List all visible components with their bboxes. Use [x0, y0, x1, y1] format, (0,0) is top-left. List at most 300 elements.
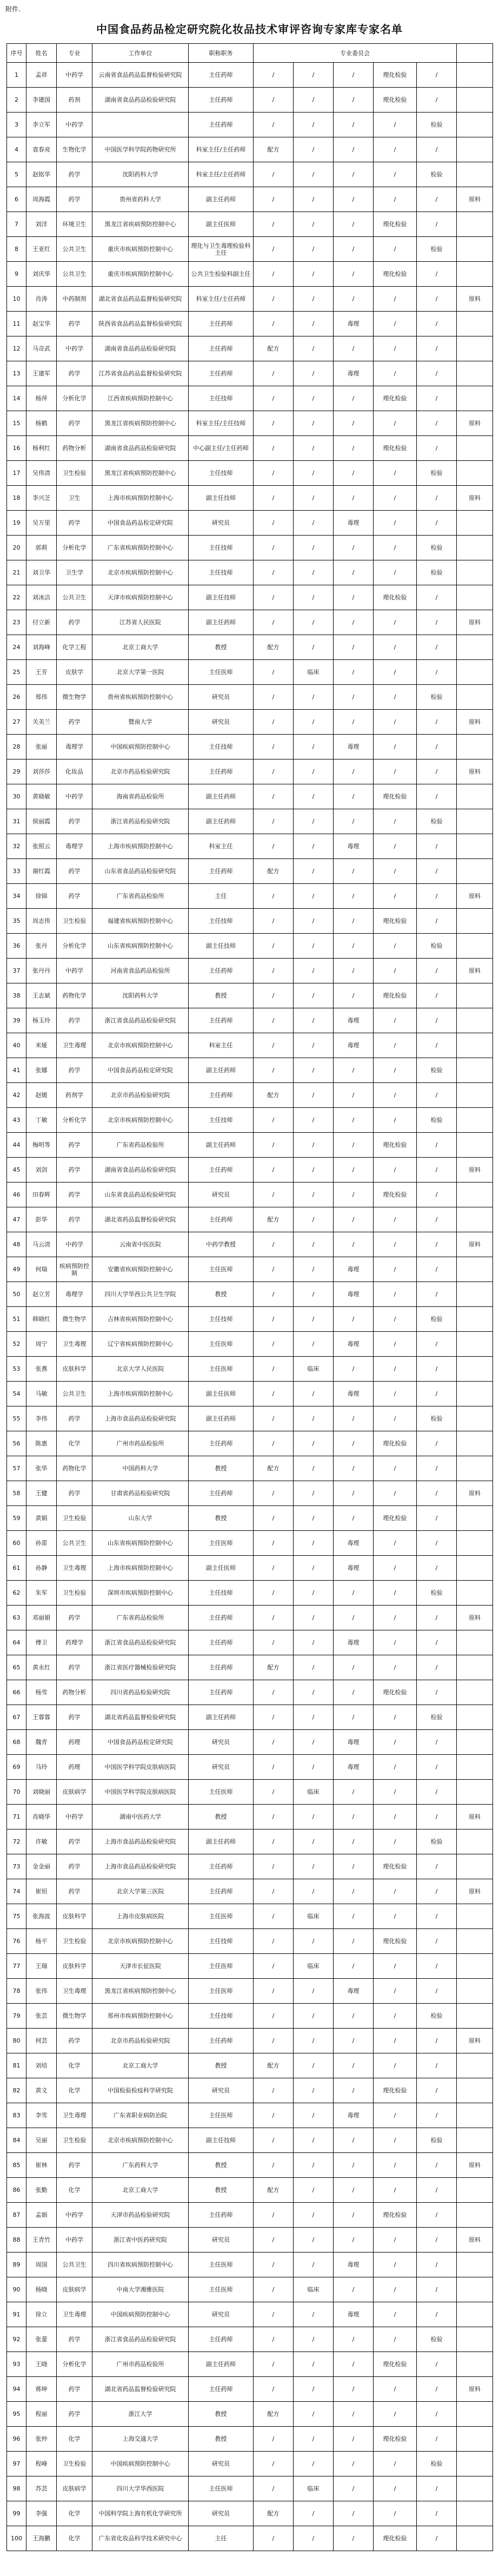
- cell-clinical: /: [294, 88, 334, 113]
- cell-major: 公共卫生: [57, 237, 92, 262]
- cell-formula: 配方: [254, 2053, 294, 2078]
- table-row: [7, 710, 493, 735]
- cell-toxicology: /: [334, 1058, 374, 1083]
- table-row: [7, 2253, 493, 2277]
- cell-clinical: /: [294, 983, 334, 1008]
- table-row: [7, 983, 493, 1008]
- cell-major: 皮肤科学: [57, 1357, 92, 1382]
- cell-no: 8: [7, 237, 26, 262]
- cell-name: 刘剑: [26, 1158, 57, 1183]
- cell-major: 卫生检验: [57, 2452, 92, 2476]
- cell-inspection: 检验: [417, 237, 457, 262]
- cell-clinical: 临床: [294, 1357, 334, 1382]
- cell-org: 上海市疾病预防控制中心: [92, 1556, 189, 1581]
- cell-formula: /: [254, 312, 294, 336]
- cell-clinical: /: [294, 934, 334, 959]
- cell-major: 公共卫生: [57, 2253, 92, 2277]
- cell-major: 微生物学: [57, 685, 92, 710]
- cell-material: [457, 809, 493, 834]
- cell-clinical: /: [294, 312, 334, 336]
- cell-major: 药学: [57, 884, 92, 909]
- cell-physchem: /: [374, 336, 417, 361]
- cell-clinical: /: [294, 361, 334, 386]
- cell-clinical: /: [294, 2103, 334, 2128]
- cell-toxicology: 毒理: [334, 1556, 374, 1581]
- cell-formula: /: [254, 63, 294, 88]
- cell-formula: /: [254, 1406, 294, 1431]
- cell-inspection: /: [417, 262, 457, 287]
- cell-no: 17: [7, 461, 26, 486]
- table-row: [7, 63, 493, 88]
- table-row: [7, 1207, 493, 1232]
- cell-no: 70: [7, 1780, 26, 1805]
- cell-org: 湖北省药品监督检验研究院: [92, 2377, 189, 2402]
- cell-major: 卫生: [57, 486, 92, 511]
- cell-title: 主任药师: [189, 336, 254, 361]
- cell-major: 药学: [57, 361, 92, 386]
- cell-inspection: /: [417, 336, 457, 361]
- cell-formula: /: [254, 88, 294, 113]
- cell-major: 中药学: [57, 1232, 92, 1257]
- cell-clinical: /: [294, 1456, 334, 1481]
- cell-physchem: /: [374, 959, 417, 983]
- cell-physchem: /: [374, 2228, 417, 2253]
- cell-title: 教授: [189, 2053, 254, 2078]
- table-row: [7, 1829, 493, 1854]
- cell-toxicology: /: [334, 1357, 374, 1382]
- cell-clinical: /: [294, 2352, 334, 2377]
- cell-formula: /: [254, 287, 294, 312]
- table-row: [7, 2103, 493, 2128]
- cell-org: 浙江省药品检验研究院: [92, 809, 189, 834]
- cell-name: 丁敏: [26, 1108, 57, 1133]
- cell-physchem: /: [374, 1307, 417, 1332]
- cell-formula: /: [254, 2253, 294, 2277]
- cell-formula: /: [254, 2427, 294, 2452]
- cell-clinical: /: [294, 187, 334, 212]
- cell-toxicology: /: [334, 1406, 374, 1431]
- cell-clinical: /: [294, 2178, 334, 2203]
- table-row: [7, 1854, 493, 1879]
- cell-no: 59: [7, 1506, 26, 1531]
- cell-formula: /: [254, 1332, 294, 1357]
- cell-title: 教授: [189, 2153, 254, 2178]
- cell-formula: /: [254, 1829, 294, 1854]
- cell-major: 公共卫生: [57, 262, 92, 287]
- cell-material: [457, 2078, 493, 2103]
- cell-org: 湖南省食品药品检验研究院: [92, 88, 189, 113]
- cell-inspection: /: [417, 361, 457, 386]
- cell-clinical: /: [294, 784, 334, 809]
- cell-inspection: /: [417, 511, 457, 536]
- cell-clinical: /: [294, 2203, 334, 2228]
- cell-formula: 配方: [254, 2402, 294, 2427]
- cell-inspection: /: [417, 212, 457, 237]
- cell-material: [457, 1979, 493, 2004]
- cell-toxicology: /: [334, 187, 374, 212]
- cell-name: 张华: [26, 1456, 57, 1481]
- cell-org: 北京市疾病预防控制中心: [92, 2128, 189, 2153]
- cell-physchem: /: [374, 1282, 417, 1307]
- cell-clinical: /: [294, 1506, 334, 1531]
- cell-toxicology: /: [334, 1805, 374, 1829]
- cell-major: 卫生毒理: [57, 1556, 92, 1581]
- cell-title: 主任技师: [189, 1108, 254, 1133]
- cell-no: 20: [7, 536, 26, 560]
- cell-physchem: /: [374, 137, 417, 162]
- cell-name: 张丹: [26, 934, 57, 959]
- cell-no: 81: [7, 2053, 26, 2078]
- cell-org: 广东省疾病预防控制中心: [92, 536, 189, 560]
- cell-material: [457, 1854, 493, 1879]
- cell-no: 51: [7, 1307, 26, 1332]
- cell-toxicology: 毒理: [334, 511, 374, 536]
- cell-org: 中国医学科学院皮肤病医院: [92, 1780, 189, 1805]
- cell-material: [457, 262, 493, 287]
- cell-major: 药物分析: [57, 1680, 92, 1705]
- cell-no: 74: [7, 1879, 26, 1904]
- cell-no: 90: [7, 2277, 26, 2302]
- cell-name: 吴伟清: [26, 461, 57, 486]
- cell-inspection: /: [417, 1257, 457, 1282]
- cell-name: 孟祥: [26, 63, 57, 88]
- cell-physchem: /: [374, 2452, 417, 2476]
- cell-clinical: /: [294, 1282, 334, 1307]
- table-row: [7, 336, 493, 361]
- cell-material: [457, 1954, 493, 1979]
- cell-formula: /: [254, 1481, 294, 1506]
- cell-physchem: /: [374, 735, 417, 759]
- cell-org: 中国疾病预防控制中心: [92, 2302, 189, 2327]
- cell-major: 卫生毒理: [57, 1033, 92, 1058]
- cell-name: 金金丽: [26, 1854, 57, 1879]
- cell-no: 23: [7, 610, 26, 635]
- cell-formula: /: [254, 1879, 294, 1904]
- cell-name: 张丹丹: [26, 959, 57, 983]
- cell-inspection: 检验: [417, 2327, 457, 2352]
- cell-clinical: /: [294, 1829, 334, 1854]
- cell-org: 中国疾病预防控制中心: [92, 735, 189, 759]
- cell-title: 教授: [189, 1456, 254, 1481]
- cell-physchem: /: [374, 1630, 417, 1655]
- table-row: [7, 2452, 493, 2476]
- cell-material: [457, 1730, 493, 1755]
- cell-clinical: /: [294, 1108, 334, 1133]
- cell-formula: /: [254, 1630, 294, 1655]
- cell-formula: /: [254, 1531, 294, 1556]
- cell-no: 7: [7, 212, 26, 237]
- cell-name: 吴丽: [26, 2128, 57, 2153]
- cell-org: 河南省食品药品检验所: [92, 959, 189, 983]
- cell-major: 卫生毒理: [57, 1332, 92, 1357]
- cell-title: 主任药师: [189, 859, 254, 884]
- cell-formula: /: [254, 1008, 294, 1033]
- cell-name: 张芸: [26, 2004, 57, 2029]
- cell-org: 重庆市疾病预防控制中心: [92, 262, 189, 287]
- cell-physchem: /: [374, 1232, 417, 1257]
- cell-toxicology: /: [334, 88, 374, 113]
- cell-org: 浙江省食品药品检验研究院: [92, 2327, 189, 2352]
- cell-toxicology: /: [334, 1680, 374, 1705]
- cell-physchem: 理化检验: [374, 1506, 417, 1531]
- cell-toxicology: /: [334, 660, 374, 685]
- cell-clinical: /: [294, 1805, 334, 1829]
- cell-org: 辽宁省疾病预防控制中心: [92, 1332, 189, 1357]
- cell-name: 韩晓红: [26, 1307, 57, 1332]
- cell-material: [457, 1705, 493, 1730]
- cell-physchem: /: [374, 1008, 417, 1033]
- cell-title: 副主任药师: [189, 2352, 254, 2377]
- cell-clinical: 临床: [294, 1904, 334, 1929]
- cell-clinical: /: [294, 834, 334, 859]
- cell-title: 主任药师: [189, 63, 254, 88]
- cell-inspection: /: [417, 1954, 457, 1979]
- cell-name: 李伟: [26, 1406, 57, 1431]
- cell-org: 广州市药品检验所: [92, 1431, 189, 1456]
- cell-material: 原料: [457, 959, 493, 983]
- cell-title: 研究员: [189, 2078, 254, 2103]
- cell-major: 化妆品: [57, 759, 92, 784]
- cell-physchem: /: [374, 685, 417, 710]
- cell-formula: /: [254, 2203, 294, 2228]
- cell-toxicology: /: [334, 2004, 374, 2029]
- cell-name: 刘晓丽: [26, 1780, 57, 1805]
- cell-title: 主任: [189, 2526, 254, 2551]
- cell-clinical: /: [294, 1556, 334, 1581]
- cell-material: [457, 1630, 493, 1655]
- cell-name: 彭华: [26, 1207, 57, 1232]
- cell-org: 四川大学华西医院: [92, 2476, 189, 2501]
- cell-physchem: 理化检验: [374, 1854, 417, 1879]
- cell-physchem: /: [374, 1158, 417, 1183]
- table-row: [7, 511, 493, 536]
- cell-toxicology: /: [334, 1133, 374, 1158]
- cell-material: 原料: [457, 411, 493, 436]
- cell-material: [457, 1008, 493, 1033]
- cell-org: 湖北省食品药品监督检验研究院: [92, 287, 189, 312]
- cell-material: 原料: [457, 187, 493, 212]
- table-row: [7, 436, 493, 461]
- table-row: [7, 1406, 493, 1431]
- cell-toxicology: 毒理: [334, 1531, 374, 1556]
- cell-material: [457, 2501, 493, 2526]
- cell-name: 张仲: [26, 2427, 57, 2452]
- cell-org: 黑龙江省疾病预防控制中心: [92, 212, 189, 237]
- cell-org: 广东药科大学: [92, 2153, 189, 2178]
- cell-material: 原料: [457, 610, 493, 635]
- cell-toxicology: /: [334, 2476, 374, 2501]
- cell-no: 91: [7, 2302, 26, 2327]
- cell-no: 84: [7, 2128, 26, 2153]
- cell-name: 王建军: [26, 361, 57, 386]
- cell-org: 黑龙江省疾病预防控制中心: [92, 461, 189, 486]
- cell-material: [457, 1780, 493, 1805]
- cell-org: 郑州市疾病预防控制中心: [92, 2004, 189, 2029]
- cell-clinical: /: [294, 1008, 334, 1033]
- table-row: [7, 1257, 493, 1282]
- cell-material: [457, 2452, 493, 2476]
- header-no: 序号: [7, 44, 26, 63]
- cell-material: [457, 2476, 493, 2501]
- cell-physchem: 理化检验: [374, 436, 417, 461]
- table-row: [7, 1556, 493, 1581]
- cell-formula: /: [254, 1705, 294, 1730]
- table-row: [7, 2501, 493, 2526]
- cell-formula: /: [254, 411, 294, 436]
- cell-title: 主任医师: [189, 1531, 254, 1556]
- cell-inspection: /: [417, 1183, 457, 1207]
- cell-material: [457, 2128, 493, 2153]
- cell-clinical: /: [294, 1158, 334, 1183]
- cell-material: [457, 1282, 493, 1307]
- cell-title: 科室主任/主任药师: [189, 137, 254, 162]
- cell-major: 毒理学: [57, 1282, 92, 1307]
- cell-physchem: /: [374, 1581, 417, 1606]
- cell-major: 药学: [57, 809, 92, 834]
- cell-no: 96: [7, 2427, 26, 2452]
- cell-inspection: 检验: [417, 685, 457, 710]
- cell-toxicology: /: [334, 1307, 374, 1332]
- cell-inspection: /: [417, 1357, 457, 1382]
- cell-inspection: /: [417, 735, 457, 759]
- cell-major: 药学: [57, 1705, 92, 1730]
- cell-inspection: /: [417, 2427, 457, 2452]
- cell-title: 主任: [189, 884, 254, 909]
- cell-major: 药学: [57, 187, 92, 212]
- cell-material: [457, 2103, 493, 2128]
- cell-inspection: /: [417, 2476, 457, 2501]
- cell-title: 教授: [189, 1282, 254, 1307]
- cell-toxicology: 毒理: [334, 312, 374, 336]
- cell-no: 38: [7, 983, 26, 1008]
- cell-physchem: /: [374, 1207, 417, 1232]
- cell-formula: /: [254, 784, 294, 809]
- cell-title: 主任医师: [189, 1332, 254, 1357]
- cell-physchem: 理化检验: [374, 212, 417, 237]
- table-row: [7, 2128, 493, 2153]
- cell-no: 73: [7, 1854, 26, 1879]
- cell-clinical: /: [294, 710, 334, 735]
- cell-physchem: /: [374, 1879, 417, 1904]
- cell-title: 主任药师: [189, 88, 254, 113]
- cell-name: 肖晓华: [26, 1805, 57, 1829]
- cell-physchem: 理化检验: [374, 1183, 417, 1207]
- table-row: [7, 884, 493, 909]
- cell-toxicology: /: [334, 2501, 374, 2526]
- cell-physchem: 理化检验: [374, 2078, 417, 2103]
- cell-major: 中药学: [57, 113, 92, 137]
- cell-title: 主任医师: [189, 1357, 254, 1382]
- cell-inspection: /: [417, 1382, 457, 1406]
- table-row: [7, 2526, 493, 2551]
- cell-title: 主任医师: [189, 1257, 254, 1282]
- cell-toxicology: /: [334, 1456, 374, 1481]
- table-row: [7, 909, 493, 934]
- cell-clinical: /: [294, 959, 334, 983]
- cell-material: [457, 2352, 493, 2377]
- cell-title: 中药学教授: [189, 1232, 254, 1257]
- cell-formula: /: [254, 212, 294, 237]
- cell-title: 研究员: [189, 685, 254, 710]
- cell-formula: /: [254, 2526, 294, 2551]
- cell-formula: /: [254, 610, 294, 635]
- cell-no: 35: [7, 909, 26, 934]
- cell-major: 药学: [57, 1406, 92, 1431]
- cell-name: 李建国: [26, 88, 57, 113]
- table-row: [7, 1606, 493, 1630]
- cell-formula: /: [254, 2128, 294, 2153]
- cell-inspection: /: [417, 635, 457, 660]
- cell-major: 药学: [57, 2153, 92, 2178]
- cell-org: 湖北省药品监督检验研究院: [92, 1705, 189, 1730]
- cell-formula: /: [254, 1382, 294, 1406]
- cell-name: 王海鹏: [26, 2526, 57, 2551]
- cell-clinical: /: [294, 2526, 334, 2551]
- cell-material: 原料: [457, 2377, 493, 2402]
- cell-name: 黄永红: [26, 1655, 57, 1680]
- cell-inspection: /: [417, 1655, 457, 1680]
- cell-name: 刘海峰: [26, 635, 57, 660]
- cell-title: 主任技师: [189, 735, 254, 759]
- table-header-row: [7, 44, 493, 63]
- cell-formula: /: [254, 187, 294, 212]
- cell-no: 93: [7, 2352, 26, 2377]
- cell-toxicology: 毒理: [334, 1730, 374, 1755]
- cell-physchem: 理化检验: [374, 909, 417, 934]
- cell-no: 100: [7, 2526, 26, 2551]
- table-row: [7, 1705, 493, 1730]
- cell-inspection: 检验: [417, 1058, 457, 1083]
- cell-clinical: 临床: [294, 1954, 334, 1979]
- cell-major: 生物化学: [57, 137, 92, 162]
- cell-clinical: /: [294, 735, 334, 759]
- cell-clinical: /: [294, 1083, 334, 1108]
- cell-title: 主任药师: [189, 2203, 254, 2228]
- cell-org: 广州市药品检验所: [92, 2352, 189, 2377]
- cell-material: [457, 1904, 493, 1929]
- cell-major: 分析化学: [57, 1108, 92, 1133]
- cell-no: 64: [7, 1630, 26, 1655]
- cell-org: 沈阳药科大学: [92, 162, 189, 187]
- cell-clinical: /: [294, 560, 334, 585]
- cell-title: 主任医师: [189, 2253, 254, 2277]
- cell-title: 副主任技师: [189, 486, 254, 511]
- cell-major: 药学: [57, 2377, 92, 2402]
- cell-major: 卫生检验: [57, 909, 92, 934]
- cell-physchem: 理化检验: [374, 88, 417, 113]
- cell-no: 33: [7, 859, 26, 884]
- cell-inspection: /: [417, 759, 457, 784]
- cell-name: 王亚红: [26, 237, 57, 262]
- cell-org: 云南省食品药品监督检验研究院: [92, 63, 189, 88]
- table-row: [7, 1008, 493, 1033]
- cell-no: 97: [7, 2452, 26, 2476]
- cell-org: 广东省药品检验所: [92, 1606, 189, 1630]
- cell-clinical: /: [294, 2004, 334, 2029]
- cell-material: [457, 237, 493, 262]
- cell-toxicology: /: [334, 2402, 374, 2427]
- cell-clinical: 临床: [294, 660, 334, 685]
- cell-inspection: /: [417, 1929, 457, 1954]
- cell-org: 暨南大学: [92, 710, 189, 735]
- cell-major: 卫生检验: [57, 2128, 92, 2153]
- cell-physchem: 理化检验: [374, 1431, 417, 1456]
- cell-formula: /: [254, 759, 294, 784]
- cell-material: [457, 386, 493, 411]
- table-row: [7, 834, 493, 859]
- table-row: [7, 585, 493, 610]
- table-row: [7, 1133, 493, 1158]
